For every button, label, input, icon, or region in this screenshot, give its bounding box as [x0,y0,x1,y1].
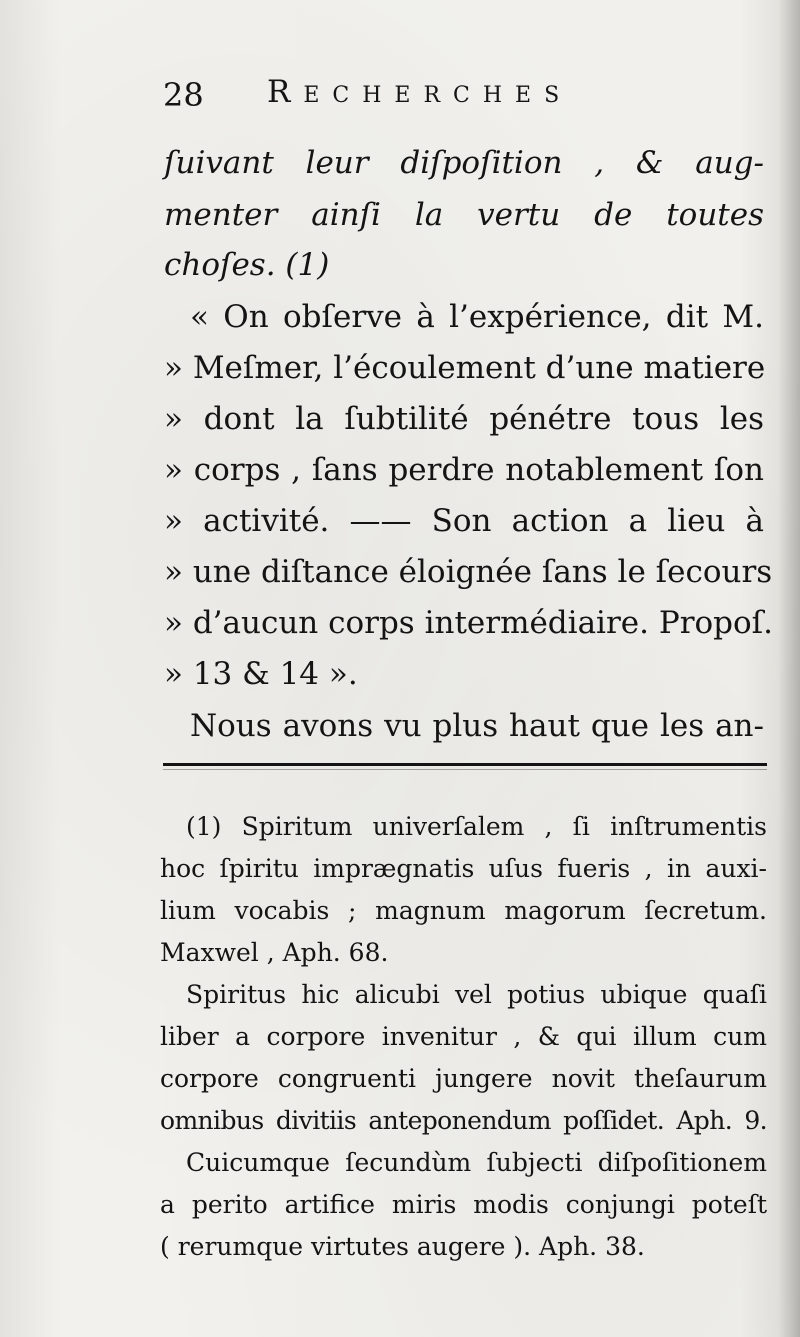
footnote-line-7: corpore congruenti jungere novit theſaurum [160,1064,767,1093]
body-line-1: ſuivant leur diſpoſition , & aug- [164,145,764,181]
footnote-line-2: hoc ſpiritu imprægnatis uſus fueris , in auxi- [160,854,767,883]
footnote-line-4: Maxwel , Aph. 68. [160,938,389,967]
page-edge-shadow [778,0,800,1337]
body-line-3: choſes. (1) [164,247,330,283]
body-line-9: » une diſtance éloignée ſans le ſecours [164,554,773,590]
body-line-12: Nous avons vu plus haut que les an- [190,708,764,744]
body-line-6: » dont la ſubtilité pénétre tous les [164,401,764,437]
footnote-line-3: lium vocabis ; magnum magorum ſecretum. [160,896,767,925]
body-line-10: » d’aucun corps intermédiaire. Propoſ. [164,605,774,641]
footnote-line-5: Spiritus hic alicubi vel potius ubique quaſi [186,980,767,1009]
body-line-2: menter ainſi la vertu de toutes [164,197,764,233]
body-line-11: » 13 & 14 ». [164,656,358,692]
body-line-7: » corps , ſans perdre notablement ſon [164,452,764,488]
footnote-line-6: liber a corpore invenitur , & qui illum cum [160,1022,767,1051]
footnote-line-9: Cuicumque ſecundùm ſubjecti diſpoſitionem [186,1148,767,1177]
footnote-line-8: omnibus divitiis anteponendum poſſidet. Aph. 9. [160,1106,767,1135]
body-line-4: « On obſerve à l’expérience, dit M. [190,299,764,335]
page-number: 28 [163,76,204,114]
footnote-line-10: a perito artifice miris modis conjungi poteſt [160,1190,767,1219]
body-line-8: » activité. —— Son action a lieu à [164,503,764,539]
footnote-line-11: ( rerumque virtutes augere ). Aph. 38. [160,1232,645,1261]
footnote-rule [163,763,767,766]
footnote-rule-shadow [163,769,767,770]
footnote-line-1: (1) Spiritum univerſalem , ſi inſtrumentis [186,812,767,841]
running-title: Recherches [267,74,573,110]
body-line-5: » Meſmer, l’écoulement d’une matiere [164,350,766,386]
page-header [163,74,683,120]
